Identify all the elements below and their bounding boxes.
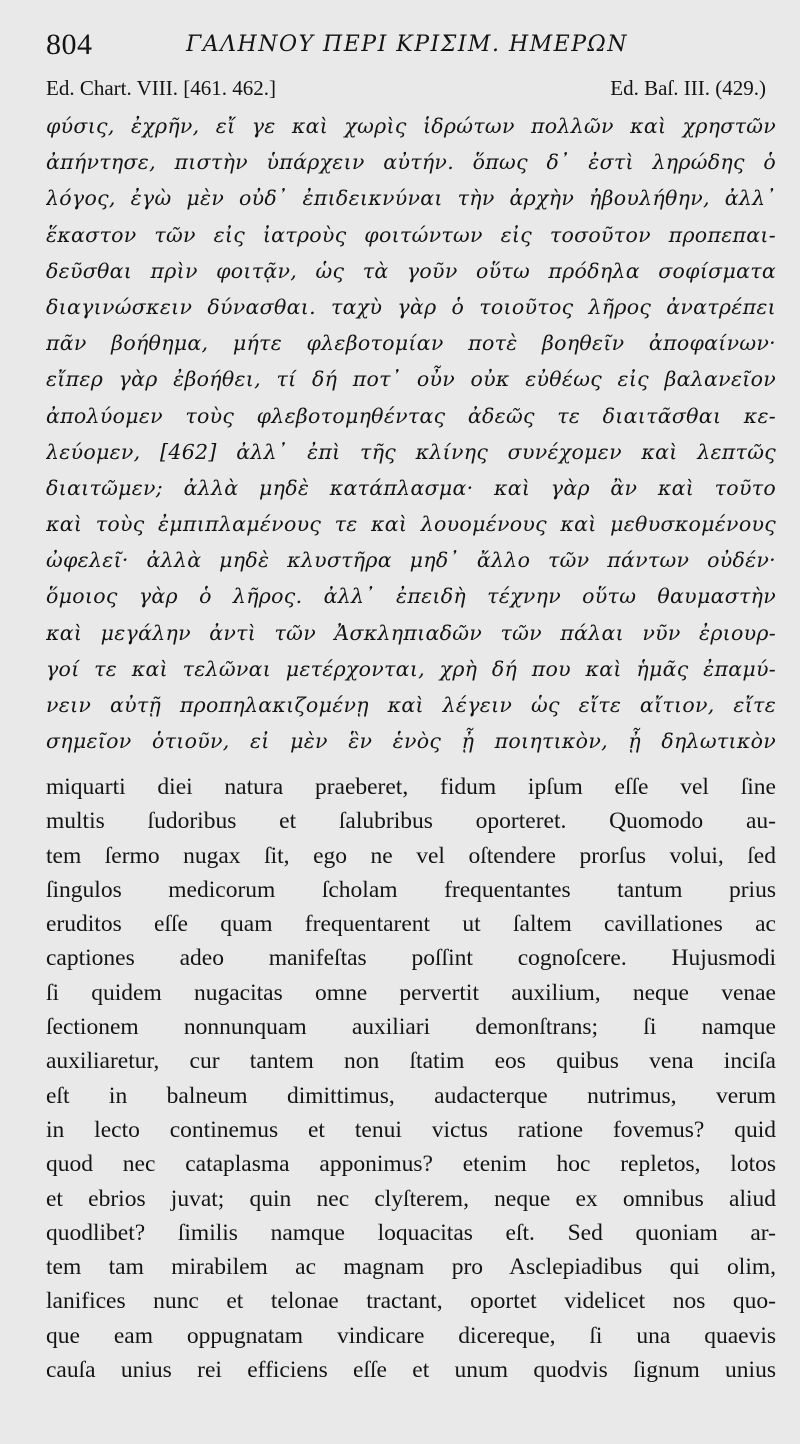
greek-line: ὠφελεῖ· ἀλλὰ μηδὲ κλυστῆρα μηδ᾽ ἄλλο τῶν πάντων οὐδέν· [46, 548, 776, 573]
greek-line: λόγος, ἐγὼ μὲν οὐδ᾽ ἐπιδεικνύναι τὴν ἀρχὴν ἠβουλήθην, ἀλλ᾽ [46, 186, 776, 211]
latin-text-block [46, 770, 776, 1387]
latin-line: lanifices nunc et telonae tractant, oportet videlicet nos quo- [46, 1288, 776, 1315]
latin-line: auxiliaretur, cur tantem non ſtatim eos quibus vena inciſa [46, 1048, 776, 1075]
greek-line: φύσις, ἐχρῆν, εἴ γε καὶ χωρὶς ἱδρώτων πολλῶν καὶ χρηστῶν [46, 114, 776, 138]
greek-line: καὶ τοὺς ἐμπιπλαμένους τε καὶ λουομένους καὶ μεθυσκομένους [46, 512, 776, 537]
greek-text-block [46, 108, 776, 759]
latin-line: eruditos eſſe quam frequentarent ut ſaltem cavillationes ac [46, 911, 776, 938]
latin-line: captiones adeo manifeſtas poſſint cognoſcere. Hujusmodi [46, 945, 776, 972]
greek-line: σημεῖον ὁτιοῦν, εἰ μὲν ἓν ἑνὸς ᾖ ποιητικὸν, ᾖ δηλωτικὸν [46, 729, 776, 754]
latin-line: que eam oppugnatam vindicare dicereque, ſi una quaevis [46, 1322, 776, 1349]
latin-line: miquarti diei natura praeberet, fidum ipſum eſſe vel ſine [46, 774, 776, 800]
greek-line: ἀπήντησε, πιστὴν ὑπάρχειν αὐτήν. ὅπως δ᾽ ἐστὶ ληρώδης ὁ [46, 150, 776, 175]
greek-line: διαγινώσκειν δύνασθαι. ταχὺ γὰρ ὁ τοιοῦτος λῆρος ἀνατρέπει [46, 294, 776, 319]
latin-line: cauſa unius rei efficiens eſſe et unum quodvis ſignum unius [46, 1357, 776, 1384]
latin-line: ſectionem nonnunquam auxiliari demonſtrans; ſi namque [46, 1014, 776, 1041]
greek-line: πᾶν βοήθημα, μήτε φλεβοτομίαν ποτὲ βοηθεῖν ἀποφαίνων· [46, 331, 776, 356]
greek-line: ἀπολύομεν τοὺς φλεβοτομηθέντας ἀδεῶς τε διαιτᾶσθαι κε- [46, 403, 776, 428]
latin-line: quod nec cataplasma apponimus? etenim hoc repletos, lotos [46, 1151, 776, 1178]
edition-basel-reference: Ed. Baſ. III. (429.) [610, 76, 766, 100]
edition-chartier-reference: Ed. Chart. VIII. [461. 462.] [46, 76, 276, 100]
greek-line: νειν αὐτῇ προπηλακιζομένῃ καὶ λέγειν ὡς εἴτε αἴτιον, εἴτε [46, 693, 776, 717]
greek-line: διαιτῶμεν; ἀλλὰ μηδὲ κατάπλασμα· καὶ γὰρ ἂν καὶ τοῦτο [46, 475, 776, 500]
latin-line: et ebrios juvat; quin nec clyſterem, neque ex omnibus aliud [46, 1185, 776, 1212]
latin-line: ſi quidem nugacitas omne pervertit auxilium, neque venae [46, 979, 776, 1006]
latin-line: tem tam mirabilem ac magnam pro Asclepiadibus qui olim, [46, 1254, 776, 1281]
latin-line: quodlibet? ſimilis namque loquacitas eſt. Sed quoniam ar- [46, 1219, 776, 1246]
running-head [46, 28, 766, 68]
greek-line: ἕκαστον τῶν εἰς ἰατροὺς φοιτώντων εἰς τοσοῦτον προπεπαι- [46, 222, 776, 247]
latin-line: multis ſudoribus et ſalubribus oporteret. Quomodo au- [46, 808, 776, 835]
greek-line: εἴπερ γὰρ ἐβοήθει, τί δή ποτ᾽ οὖν οὐκ εὐθέως εἰς βαλανεῖον [46, 367, 776, 392]
running-title: ΓΑΛΗΝΟΥ ΠΕΡΙ ΚΡΙΣΙΜ. ΗΜΕΡΩΝ [186, 32, 629, 57]
latin-line: ſingulos medicorum ſcholam frequentantes tantum prius [46, 876, 776, 903]
edition-reference-line [46, 76, 766, 106]
greek-line: γοί τε καὶ τελῶναι μετέρχονται, χρὴ δή που καὶ ἡμᾶς ἐπαμύ- [46, 656, 776, 681]
greek-line: ὅμοιος γὰρ ὁ λῆρος. ἀλλ᾽ ἐπειδὴ τέχνην οὕτω θαυμαστὴν [46, 584, 776, 609]
greek-line: δεῦσθαι πρὶν φοιτᾷν, ὡς τὰ γοῦν οὕτω πρόδηλα σοφίσματα [46, 258, 776, 283]
latin-line: tem ſermo nugax ſit, ego ne vel oſtendere prorſus volui, ſed [46, 842, 776, 869]
latin-line: in lecto continemus et tenui victus ratione fovemus? quid [46, 1116, 776, 1143]
latin-line: eſt in balneum dimittimus, audacterque nutrimus, verum [46, 1082, 776, 1109]
page-number: 804 [46, 28, 93, 61]
greek-line: λεύομεν, [462] ἀλλ᾽ ἐπὶ τῆς κλίνης συνέχομεν καὶ λεπτῶς [46, 439, 776, 464]
greek-line: καὶ μεγάλην ἀντὶ τῶν Ἀσκληπιαδῶν τῶν πάλαι νῦν ἐριουρ- [46, 620, 776, 645]
